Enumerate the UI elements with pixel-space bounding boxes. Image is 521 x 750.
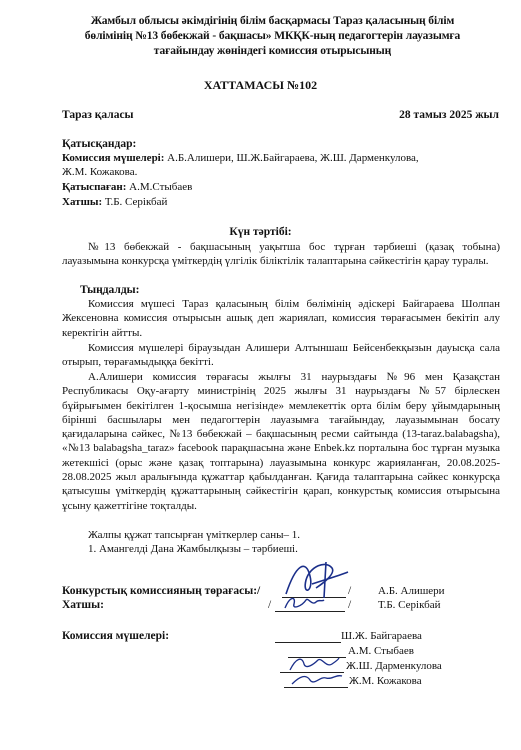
listened-heading: Тыңдалды:	[80, 284, 140, 296]
absent-label: Қатыспаған:	[62, 181, 127, 193]
members-label: Комиссия мүшелері:	[62, 152, 165, 164]
listened-paragraph-3: А.Алишери комиссия төрағасы жылғы 31 наурыздағы №96 мен Қазақстан Республикасы Оқу-ағарту министрінің 2025 жылғы 31 наурыздағы №57 бірлескен бұйрығымен бекітілген 1-қосымша негізінде» мемлекеттік орта білім беру ұйымдарының бірінші басшылары мен педагогтерін лауазымға тағайындау, лауазымынан босату қағидаларына сәйкес, №13 бөбекжай – бақшасының ресми сайтында (13-taraz.balabagsha), «№13 balabagsha_taraz» facebook парақшасына және Enbek.kz порталына бос тұрған музыка жетекшісі (орыс және қазақ топтарына) лауазымына конкурс жарияланған, 20.08.2025-28.08.2025 жыл аралығында құжаттар қабылданған. Қағида талаптарына сәйкес конкурсқа қатысушы үміткердің құжаттарының сәйкестігін қарап, конкурстық комиссия отырысына ұсыну қажеттігіне тоқталды.	[62, 371, 500, 512]
header-line-2: бөлімінің №13 бөбекжай - бақшасы» МКҚК-ның педагогтерін лауазымға	[84, 30, 461, 42]
secretary-sign-name: Т.Б. Серікбай	[378, 599, 441, 611]
secretary-label: Хатшы:	[62, 196, 103, 208]
member-name-3: Ж.Ш. Дарменкулова	[346, 660, 442, 672]
member-signature-4	[290, 670, 344, 690]
member-signature-line-1	[275, 642, 341, 643]
header-line-3: тағайындау жөніндегі комиссия отырысының	[153, 45, 392, 57]
secretary-signature	[282, 594, 326, 612]
absent-line	[62, 180, 192, 194]
chair-name: А.Б. Алишери	[378, 585, 445, 597]
agenda-heading: Күн тәртібі:	[229, 226, 292, 238]
participants-heading: Қатысқандар:	[62, 138, 137, 150]
candidate-item: 1. Амангелді Дана Жамбылқызы – тәрбиеші.	[88, 543, 298, 555]
secretary-line	[62, 195, 167, 209]
secretary-value: Т.Б. Серікбай	[102, 196, 168, 208]
document-date: 28 тамыз 2025 жыл	[399, 109, 499, 121]
member-name-4: Ж.М. Кожакова	[349, 675, 422, 687]
members-value-cont: Ж.М. Кожакова.	[62, 166, 138, 178]
secretary-sign-label: Хатшы:	[62, 599, 104, 611]
chair-label: Конкурстық комиссияның төрағасы:/	[62, 585, 261, 597]
member-name-2: А.М. Стыбаев	[348, 645, 414, 657]
members-line	[62, 151, 419, 165]
members-value: А.Б.Алишери, Ш.Ж.Байгараева, Ж.Ш. Дарменкулова,	[164, 152, 419, 164]
listened-paragraph-1: Комиссия мүшесі Тараз қаласының білім бөлімінің әдіскері Байгараева Шолпан Жексеновна комиссия отырысын ашық деп жариялап, комиссия төрағасымен бекітіп алу керектігін айтты.	[62, 298, 500, 339]
absent-value: А.М.Стыбаев	[126, 181, 193, 193]
header-line-1: Жамбыл облысы әкімдігінің білім басқармасы Тараз қаласының білім	[90, 15, 455, 27]
city: Тараз қаласы	[62, 109, 134, 121]
listened-paragraph-2: Комиссия мүшелері біраузыдан Алишери Алтыншаш Бейсенбекқызын дауысқа сала отырып, төрағамыдыққа бекітті.	[62, 342, 500, 369]
total-candidates: Жалпы құжат тапсырған үміткерлер саны– 1.	[88, 529, 300, 541]
commission-members-label: Комиссия мүшелері:	[62, 630, 170, 642]
document-title: ХАТТАМАСЫ №102	[203, 78, 318, 92]
agenda-text: №13 бөбекжай - бақшасының уақытша бос тұрған тәрбиеші (қазақ тобына) лауазымына конкурсқа үміткердің үлгілік біліктілік талаптарына сәйкестігін қарау туралы.	[62, 241, 500, 268]
protocol-page: Жамбыл облысы әкімдігінің білім басқармасы Тараз қаласының білім бөлімінің №13 бөбекжай - бақшасы» МКҚК-ның педагогтерін лауазымға тағайындау жөніндегі комиссия отырысының ХАТТАМАСЫ №102 Тараз қаласы 28 тамыз 2025 жыл Қатысқандар: Комиссия мүшелері: А.Б.Алишери, Ш.Ж.Байгараева, Ж.Ш. Дарменкулова, Ж.М. Кожакова. Қатыспаған: А.М.Стыбаев Хатшы: Т.Б. Серікбай Күн тәртібі: №13 бөбекжай - бақшасының уақытша бос тұрған тәрбиеші (қазақ тобына) лауазымына конкурсқа үміткердің үлгілік біліктілік талаптарына сәйкестігін қарау туралы. Тыңдалды: Комиссия мүшесі Тараз қаласының білім бөлімінің әдіскері Байгараева Шолпан Жексеновна комиссия отырысын ашық деп жариялап, комиссия төрағасымен бекітіп алу керектігін айтты. Комиссия мүшелері біраузыдан Алишери Алтыншаш Бейсенбекқызын дауысқа сала отырып, төрағамыдыққа бекітті. А.Алишери комиссия төрағасы жылғы 31 наурыздағы №96 мен Қазақстан Республикасы Оқу-ағарту министрінің 2025 жылғы 31 наурыздағы №57 бірлескен бұйрығымен бекітілген 1-қосымша негізінде» мемлекеттік орта білім беру ұйымдарының бірінші басшылары мен педагогтерін лауазымға тағайындау, лауазымынан босату қағидаларына сәйкес, №13 бөбекжай – бақшасының ресми сайтында (13-taraz.balabagsha), «№13 balabagsha_taraz» facebook парақшасына және Enbek.kz порталына бос тұрған музыка жетекшісі (орыс және қазақ топтарына) лауазымына конкурс жарияланған, 20.08.2025-28.08.2025 жыл аралығында құжаттар қабылданған. Қағида талаптарына сәйкес конкурсқа қатысушы үміткердің құжаттарының сәйкестігін қарап, конкурстық комиссия отырысына ұсыну қажеттігіне тоқталды. Жалпы құжат тапсырған үміткерлер саны– 1. 1. Амангелді Дана Жамбылқызы – тәрбиеші. Конкурстық комиссияның төрағасы:/ / А.Б. Алишери Хатшы: / / Т.Б. Серікбай Комиссия мүшелері: Ш.Ж. Байгараева А.М. Стыбаев Ж.Ш. Дарменкулова Ж.М. Кожакова	[0, 0, 521, 750]
member-name-1: Ш.Ж. Байгараева	[341, 630, 422, 642]
